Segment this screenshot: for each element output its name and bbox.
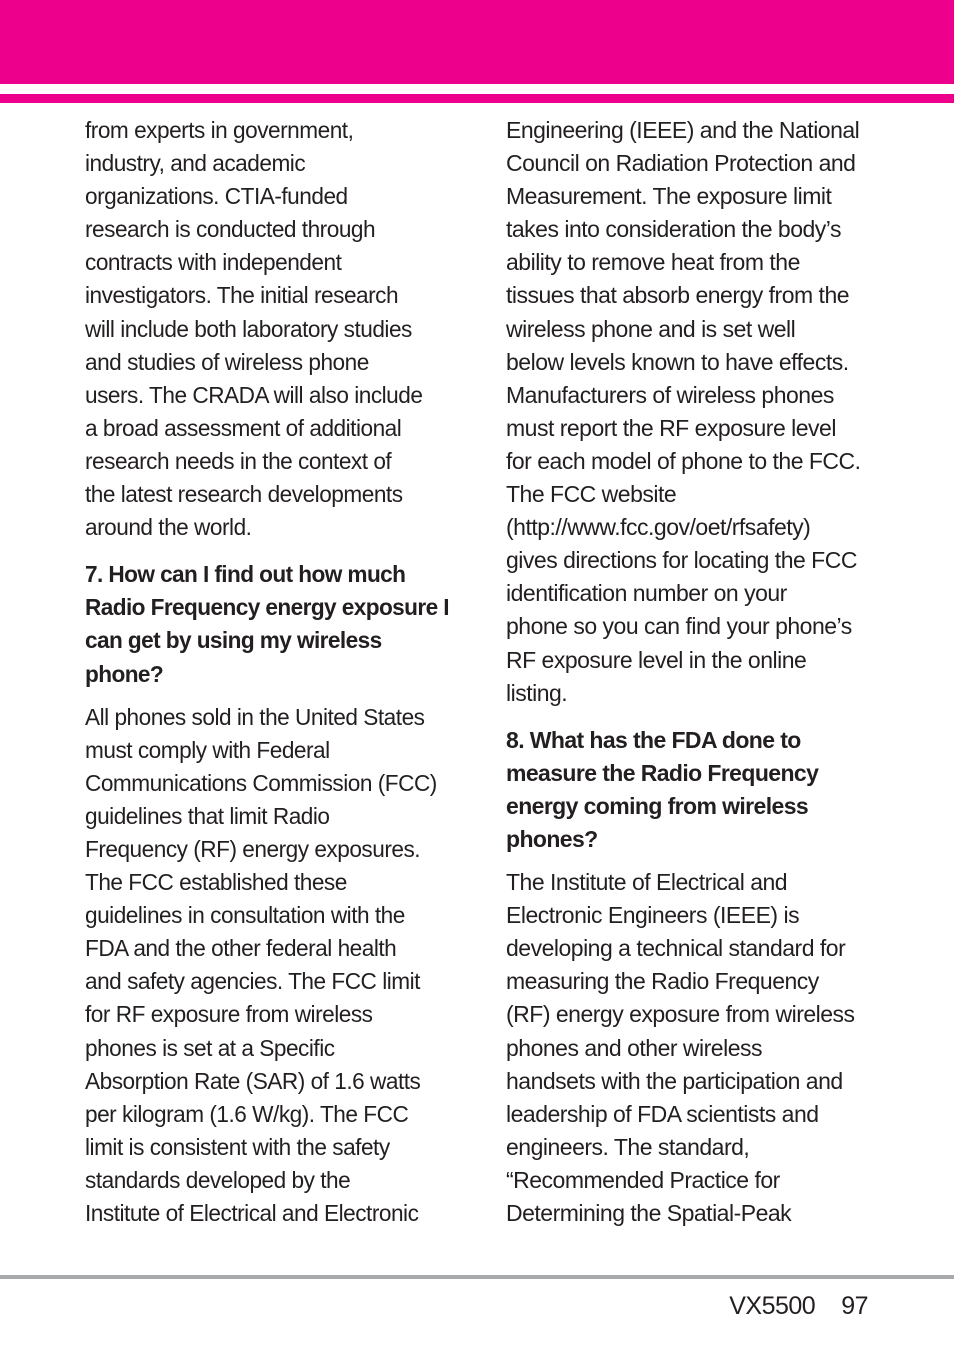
- text-line: phones?: [506, 825, 598, 852]
- text-line: ability to remove heat from the: [506, 249, 800, 276]
- text-line: phones is set at a Specific: [85, 1034, 335, 1061]
- text-line: must comply with Federal: [85, 736, 330, 763]
- answer-8-paragraph: [506, 866, 876, 1230]
- text-line: limit is consistent with the safety: [85, 1133, 390, 1160]
- text-line: must report the RF exposure level: [506, 414, 836, 441]
- text-line: will include both laboratory studies: [85, 315, 412, 342]
- text-line: Measurement. The exposure limit: [506, 183, 832, 210]
- text-line: phone so you can find your phone’s: [506, 613, 852, 640]
- text-line: Manufacturers of wireless phones: [506, 381, 834, 408]
- text-line: Absorption Rate (SAR) of 1.6 watts: [85, 1067, 421, 1094]
- intro-paragraph: [85, 114, 449, 544]
- text-line: gives directions for locating the FCC: [506, 547, 857, 574]
- page-footer: [729, 1292, 868, 1321]
- text-line: identification number on your: [506, 580, 787, 607]
- text-line: listing.: [506, 679, 568, 706]
- text-line: phone?: [85, 660, 164, 687]
- text-line: The FCC website: [506, 481, 677, 508]
- text-line: handsets with the participation and: [506, 1067, 843, 1094]
- text-line: tissues that absorb energy from the: [506, 282, 850, 309]
- header-bar: [0, 0, 954, 84]
- text-line: investigators. The initial research: [85, 282, 399, 309]
- text-line: per kilogram (1.6 W/kg). The FCC: [85, 1100, 409, 1127]
- text-line: 7. How can I find out how much: [85, 561, 406, 588]
- text-line: below levels known to have effects.: [506, 348, 849, 375]
- text-line: from experts in government,: [85, 117, 354, 143]
- text-line: “Recommended Practice for: [506, 1166, 780, 1193]
- text-line: measuring the Radio Frequency: [506, 968, 819, 995]
- text-line: around the world.: [85, 514, 252, 541]
- text-line: The Institute of Electrical and: [506, 869, 788, 896]
- text-line: guidelines in consultation with the: [85, 902, 405, 929]
- page-number: 97: [841, 1292, 868, 1320]
- text-line: guidelines that limit Radio: [85, 802, 330, 829]
- text-line: 8. What has the FDA done to: [506, 726, 801, 753]
- text-line: contracts with independent: [85, 249, 342, 276]
- question-8-heading: [506, 724, 876, 856]
- text-line: RF exposure level in the online: [506, 646, 807, 673]
- header-rule: [0, 94, 954, 103]
- text-line: Engineering (IEEE) and the National: [506, 117, 860, 143]
- text-line: phones and other wireless: [506, 1034, 762, 1061]
- text-line: leadership of FDA scientists and: [506, 1100, 819, 1127]
- text-line: research needs in the context of: [85, 447, 392, 474]
- text-line: The FCC established these: [85, 869, 347, 896]
- text-line: takes into consideration the body’s: [506, 216, 841, 243]
- text-line: developing a technical standard for: [506, 935, 846, 962]
- text-line: engineers. The standard,: [506, 1133, 750, 1160]
- text-line: and studies of wireless phone: [85, 348, 369, 375]
- text-line: Radio Frequency energy exposure I: [85, 594, 449, 621]
- text-line: users. The CRADA will also include: [85, 381, 423, 408]
- text-line: research is conducted through: [85, 216, 376, 243]
- text-line: organizations. CTIA-funded: [85, 183, 348, 210]
- right-column: [506, 114, 876, 1230]
- answer-7-continued-paragraph: [506, 114, 876, 710]
- text-line: standards developed by the: [85, 1166, 351, 1193]
- text-line: wireless phone and is set well: [506, 315, 796, 342]
- question-7-heading: [85, 558, 449, 690]
- model-name: VX5500: [729, 1292, 816, 1320]
- text-line: FDA and the other federal health: [85, 935, 397, 962]
- text-line: and safety agencies. The FCC limit: [85, 968, 420, 995]
- text-line: industry, and academic: [85, 150, 306, 177]
- text-line: All phones sold in the United States: [85, 703, 425, 730]
- text-line: the latest research developments: [85, 481, 403, 508]
- answer-7-paragraph: [85, 701, 449, 1231]
- text-line: a broad assessment of additional: [85, 414, 402, 441]
- text-line: Frequency (RF) energy exposures.: [85, 835, 421, 862]
- text-line: Council on Radiation Protection and: [506, 150, 856, 177]
- text-line: can get by using my wireless: [85, 627, 382, 654]
- text-line: measure the Radio Frequency: [506, 759, 819, 786]
- text-line: Institute of Electrical and Electronic: [85, 1200, 419, 1226]
- footer-rule: [0, 1275, 954, 1279]
- text-line: for RF exposure from wireless: [85, 1001, 373, 1028]
- text-line: (RF) energy exposure from wireless: [506, 1001, 855, 1028]
- text-line: energy coming from wireless: [506, 792, 809, 819]
- text-line: Determining the Spatial-Peak: [506, 1200, 792, 1226]
- text-line: Electronic Engineers (IEEE) is: [506, 902, 800, 929]
- text-line: (http://www.fcc.gov/oet/rfsafety): [506, 514, 811, 541]
- left-column: [85, 114, 449, 1230]
- text-line: for each model of phone to the FCC.: [506, 447, 861, 474]
- text-line: Communications Commission (FCC): [85, 769, 437, 796]
